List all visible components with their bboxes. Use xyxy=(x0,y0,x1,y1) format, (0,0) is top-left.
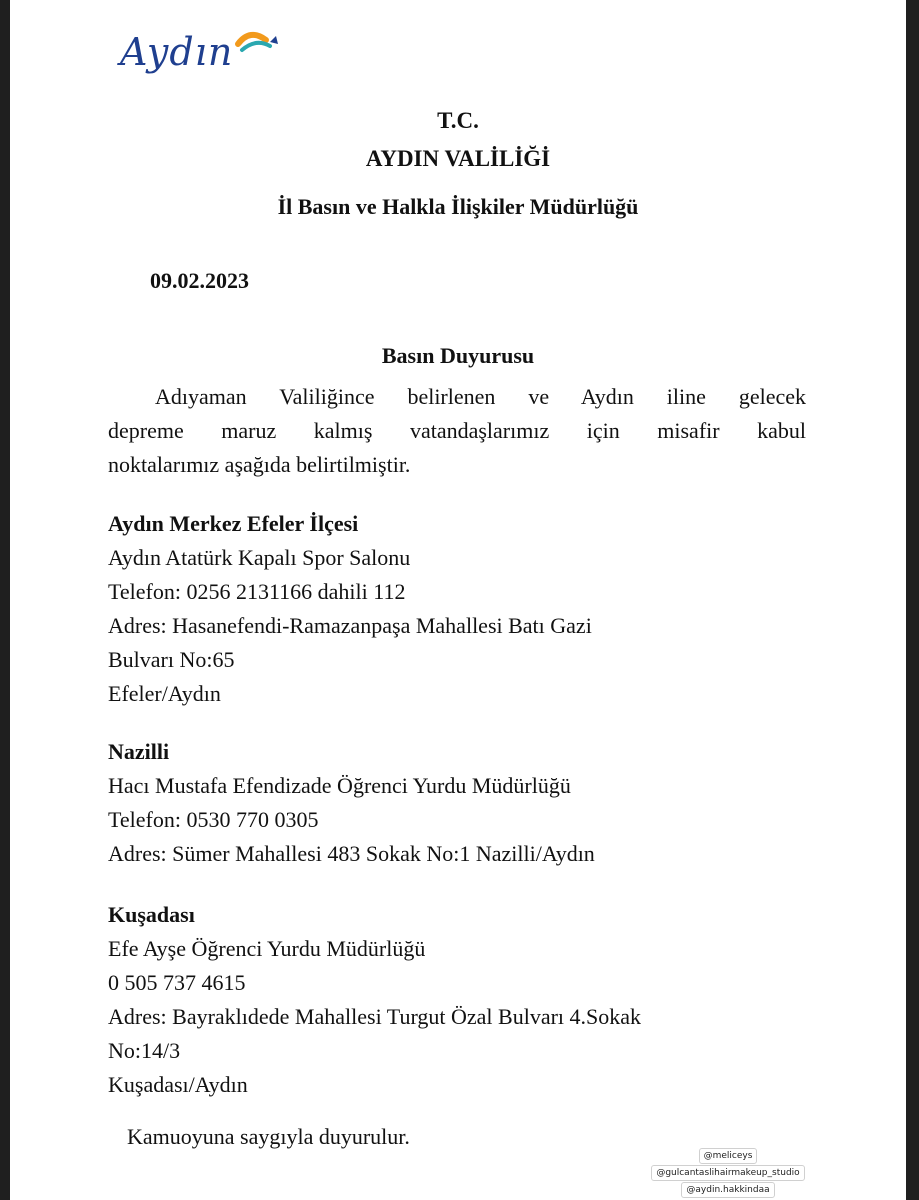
section-efeler xyxy=(108,507,808,711)
credit-tags xyxy=(628,1148,828,1199)
section-kusadasi xyxy=(108,898,808,1102)
section-line: Adres: Hasanefendi-Ramazanpaşa Mahallesi Batı Gazi xyxy=(108,613,592,638)
section-line: Efe Ayşe Öğrenci Yurdu Müdürlüğü xyxy=(108,936,426,961)
intro-paragraph xyxy=(108,380,806,482)
section-line: Telefon: 0530 770 0305 xyxy=(108,807,319,832)
logo-text: Aydın xyxy=(120,30,234,74)
intro-line: depreme maruz kalmış vatandaşlarımız için misafir kabul xyxy=(108,418,806,443)
section-heading: Aydın Merkez Efeler İlçesi xyxy=(108,511,359,536)
aydin-logo xyxy=(120,22,290,80)
section-line: 0 505 737 4615 xyxy=(108,970,246,995)
section-heading: Kuşadası xyxy=(108,902,195,927)
section-line: Bulvarı No:65 xyxy=(108,647,235,672)
section-line: Adres: Sümer Mahallesi 483 Sokak No:1 Nazilli/Aydın xyxy=(108,841,595,866)
section-heading: Nazilli xyxy=(108,739,170,764)
announcement-title: Basın Duyurusu xyxy=(381,343,535,368)
credit-tag[interactable]: @meliceys xyxy=(699,1148,758,1164)
section-nazilli xyxy=(108,735,808,871)
section-line: Hacı Mustafa Efendizade Öğrenci Yurdu Müdürlüğü xyxy=(108,773,571,798)
section-line: No:14/3 xyxy=(108,1038,181,1063)
credit-tag[interactable]: @gulcantaslihairmakeup_studio xyxy=(651,1165,804,1181)
section-line: Adres: Bayraklıdede Mahallesi Turgut Özal Bulvarı 4.Sokak xyxy=(108,1004,642,1029)
section-line: Kuşadası/Aydın xyxy=(108,1072,248,1097)
section-line: Efeler/Aydın xyxy=(108,681,221,706)
header-valilik: AYDIN VALİLİĞİ xyxy=(365,146,551,171)
closing-text: Kamuoyuna saygıyla duyurulur. xyxy=(127,1124,410,1149)
document-date: 09.02.2023 xyxy=(150,268,249,293)
credit-tag[interactable]: @aydin.hakkindaa xyxy=(681,1182,774,1198)
document-page xyxy=(10,0,906,1200)
header-mudurluk: İl Basın ve Halkla İlişkiler Müdürlüğü xyxy=(277,194,639,219)
intro-line: noktalarımız aşağıda belirtilmiştir. xyxy=(108,452,411,477)
intro-line: Adıyaman Valiliğince belirlenen ve Aydın iline gelecek xyxy=(155,384,806,409)
section-line: Telefon: 0256 2131166 dahili 112 xyxy=(108,579,406,604)
header-tc: T.C. xyxy=(437,108,479,133)
section-line: Aydın Atatürk Kapalı Spor Salonu xyxy=(108,545,411,570)
